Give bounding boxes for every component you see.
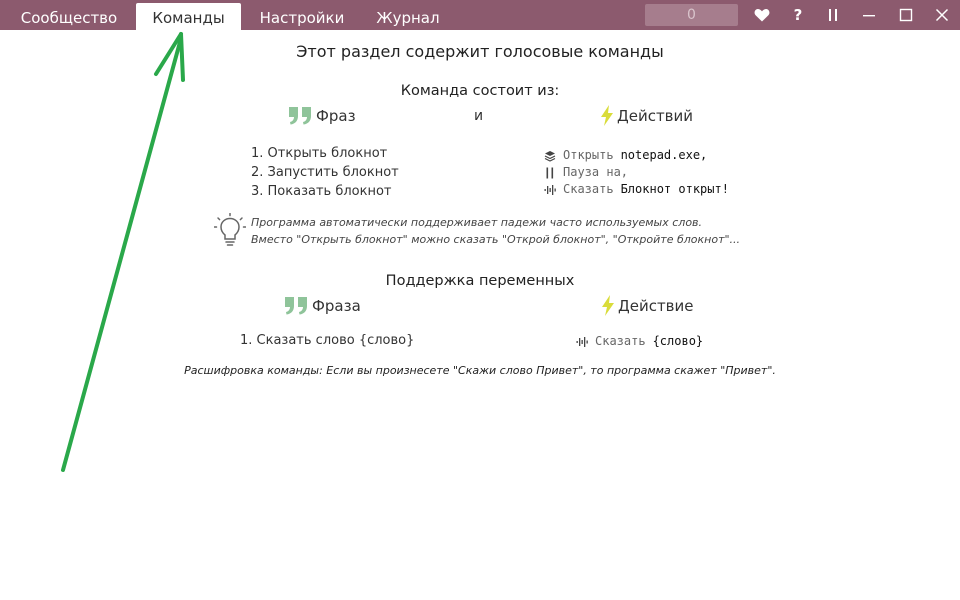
variables-action-heading	[601, 295, 694, 316]
minimize-icon	[862, 8, 876, 22]
pause-button[interactable]	[821, 4, 845, 26]
stack-icon	[543, 150, 557, 162]
composition-heading: Команда состоит из:	[400, 83, 560, 99]
phrases-heading-label: Фраз	[316, 106, 356, 125]
lightning-icon	[600, 105, 614, 126]
heart-icon	[754, 8, 770, 22]
maximize-button[interactable]	[894, 4, 918, 26]
question-icon: ?	[793, 6, 803, 24]
tab-settings[interactable]: Настройки	[259, 9, 345, 27]
waveform-icon	[575, 336, 589, 348]
quote-icon	[284, 296, 309, 315]
lightning-icon	[601, 295, 615, 316]
action-keyword: Открыть	[563, 148, 614, 162]
list-item: 3. Показать блокнот	[251, 184, 392, 199]
action-keyword: Сказать	[595, 334, 646, 348]
counter-field[interactable]: 0	[645, 4, 738, 26]
tab-journal[interactable]: Журнал	[376, 9, 440, 27]
hint-line: Программа автоматически поддерживает падежи часто используемых слов.	[251, 216, 703, 229]
action-value: notepad.exe,	[620, 148, 708, 162]
actions-list	[543, 147, 729, 198]
phrases-list	[251, 144, 399, 201]
pause-icon	[827, 8, 839, 22]
close-icon	[935, 8, 949, 22]
title-bar	[0, 0, 960, 30]
action-value: {слово}	[652, 334, 704, 348]
command-decoding-note: Расшифровка команды: Если вы произнесете "Скажи слово Привет", то программа скажет "Привет".	[184, 364, 776, 377]
close-button[interactable]	[930, 4, 954, 26]
actions-heading-label: Действий	[617, 106, 694, 125]
tab-community[interactable]: Сообщество	[20, 9, 118, 27]
quote-icon	[288, 106, 313, 125]
variables-heading: Поддержка переменных	[385, 273, 575, 289]
maximize-icon	[899, 8, 913, 22]
like-button[interactable]	[750, 4, 774, 26]
hint-text	[251, 214, 740, 248]
action-keyword: Сказать	[563, 182, 614, 196]
minimize-button[interactable]	[857, 4, 881, 26]
pause-icon	[543, 167, 557, 179]
phrases-heading	[288, 106, 356, 125]
variables-phrases-list	[240, 331, 414, 350]
list-item: 1. Сказать слово {слово}	[240, 333, 415, 348]
hint-line: Вместо "Открыть блокнот" можно сказать "Открой блокнот", "Откройте блокнот"...	[251, 233, 741, 246]
variables-action-label: Действие	[618, 296, 694, 315]
lightbulb-icon	[214, 213, 246, 247]
action-keyword: Пауза на,	[563, 165, 629, 179]
tab-commands[interactable]: Команды	[136, 3, 241, 32]
list-item	[575, 333, 703, 350]
variables-phrase-label: Фраза	[312, 296, 361, 315]
help-button[interactable]	[786, 4, 810, 26]
list-item: 2. Запустить блокнот	[251, 165, 399, 180]
action-value: Блокнот открыт!	[620, 182, 729, 196]
conjunction-text: и	[474, 108, 484, 124]
list-item	[543, 181, 729, 198]
section-title: Этот раздел содержит голосовые команды	[296, 42, 664, 61]
variables-phrase-heading	[284, 296, 361, 315]
list-item	[543, 147, 729, 164]
list-item: 1. Открыть блокнот	[251, 146, 388, 161]
variables-actions-list	[575, 333, 703, 350]
actions-heading	[600, 105, 693, 126]
waveform-icon	[543, 184, 557, 196]
list-item	[543, 164, 729, 181]
